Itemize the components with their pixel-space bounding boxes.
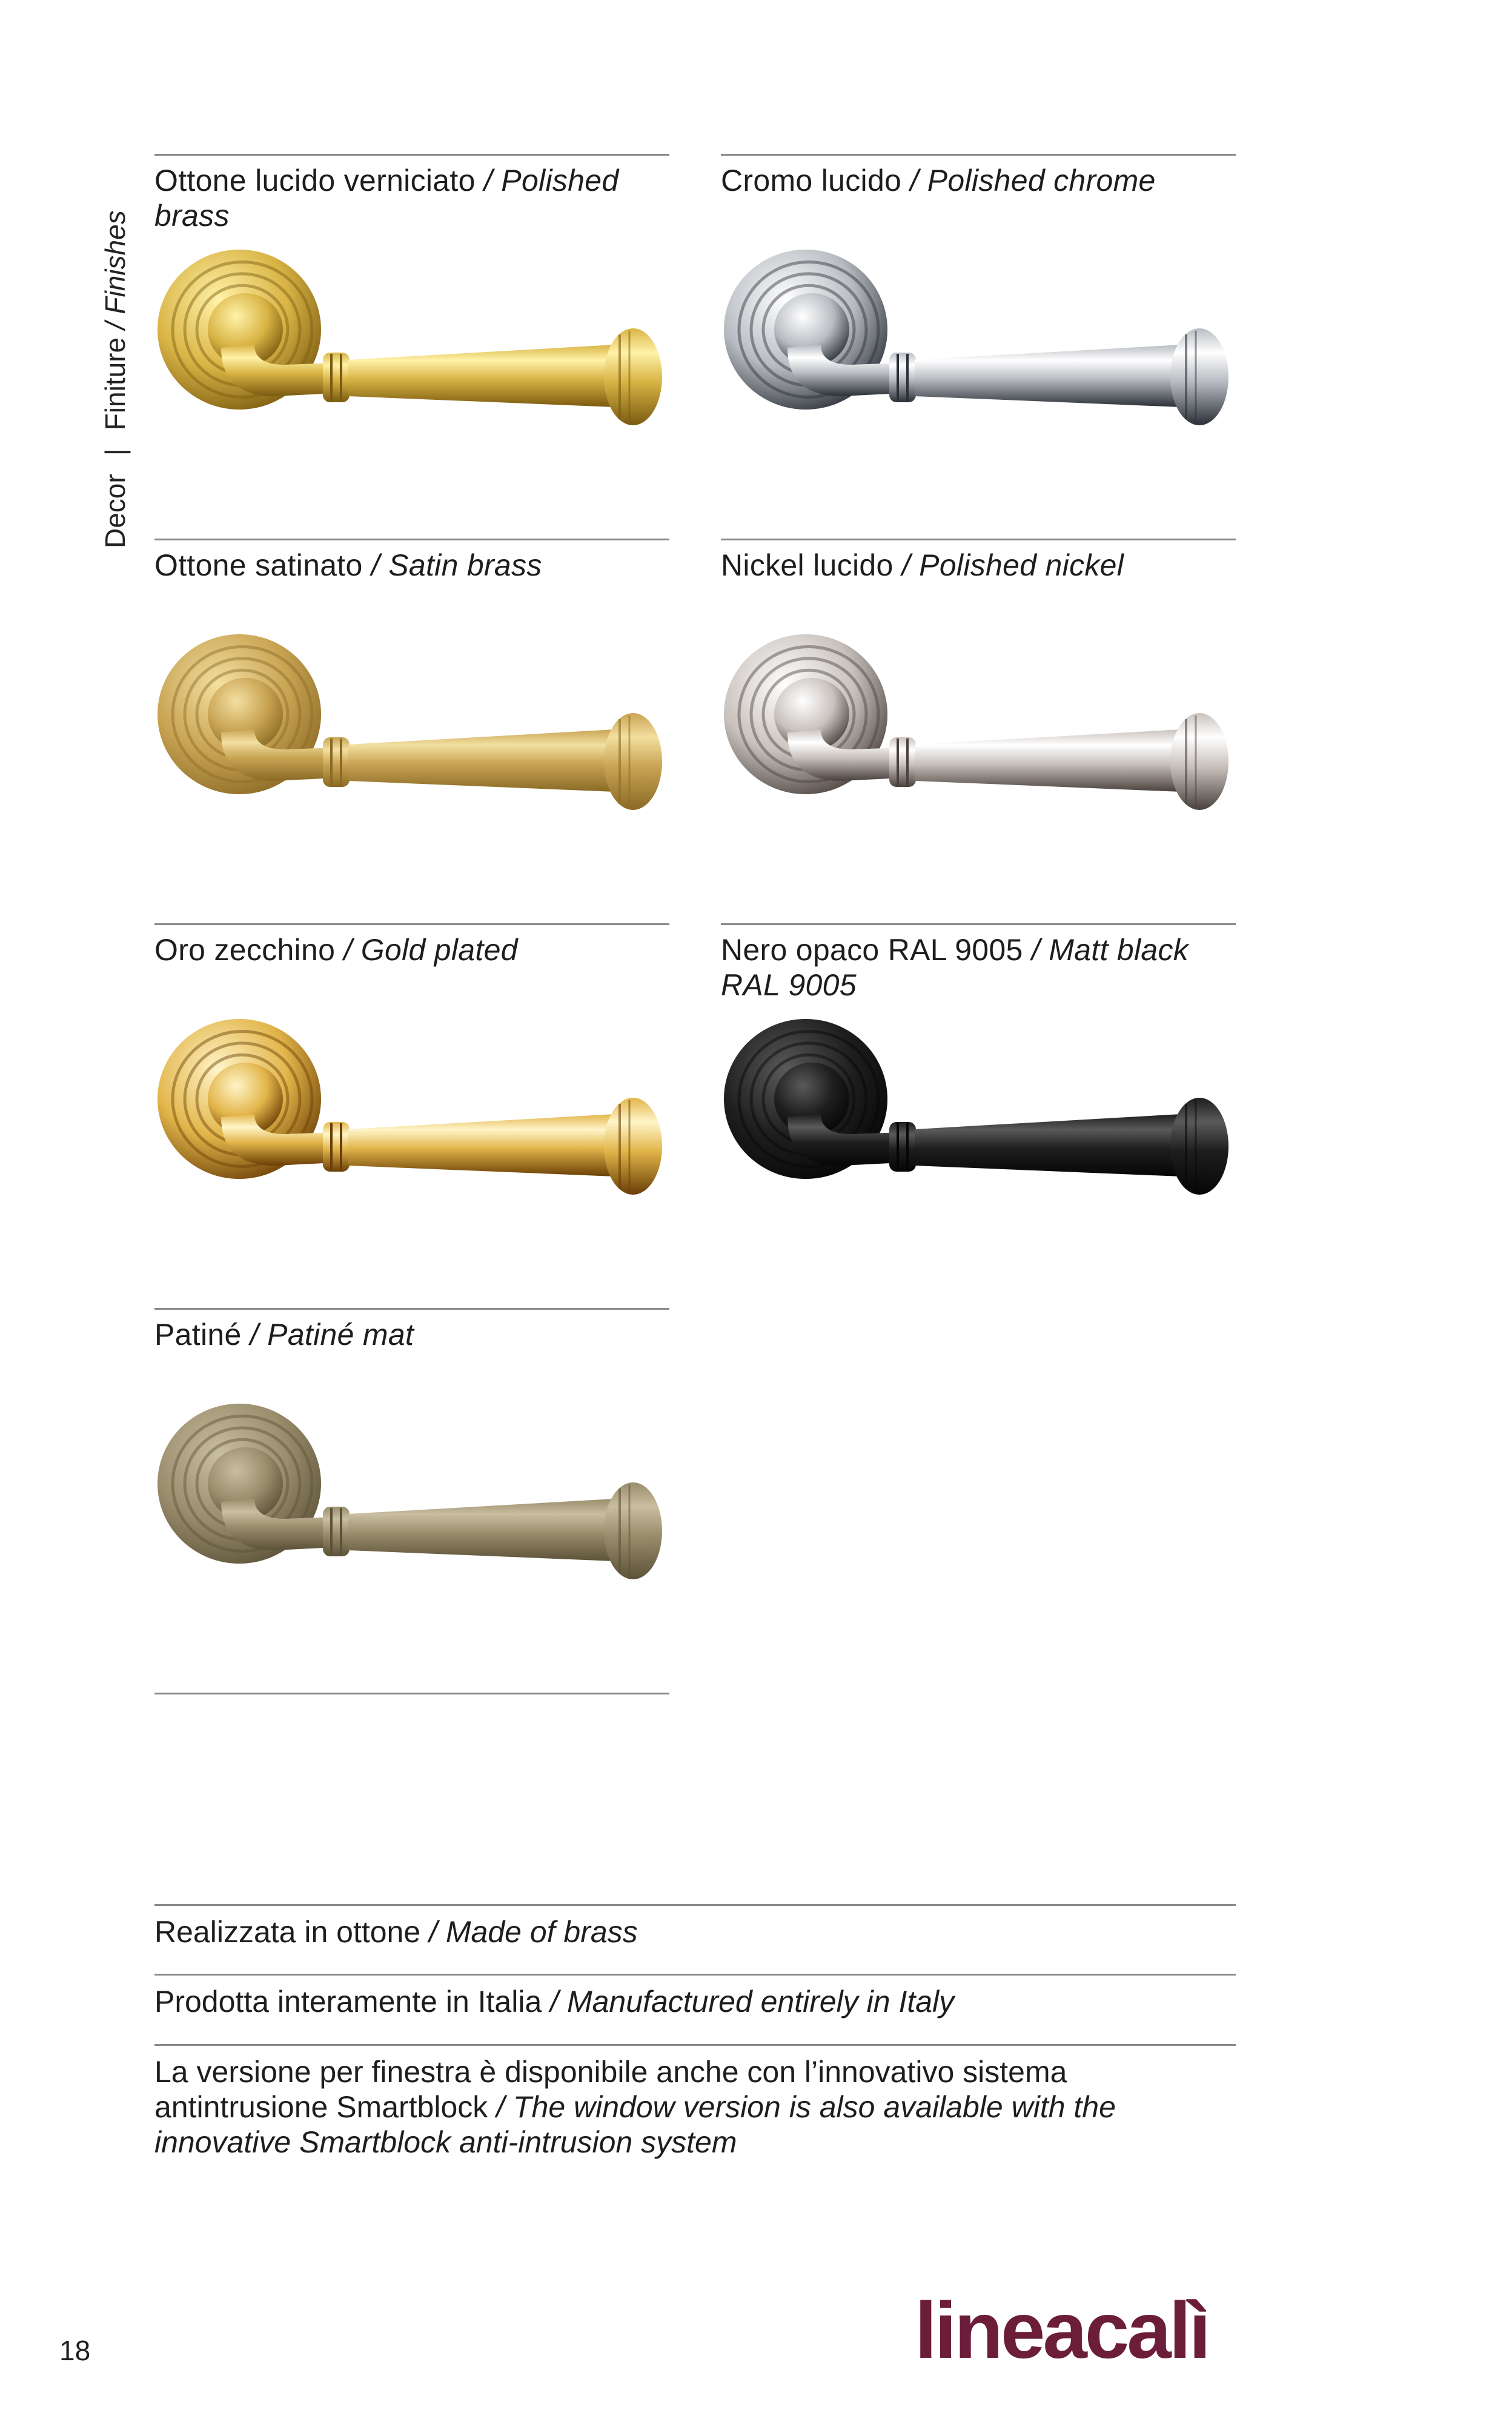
finish-caption [721,163,1236,198]
handle-shape [158,1019,662,1195]
door-handle-image [721,1014,1236,1214]
finish-card-polished-chrome [721,154,1236,198]
handle-collar [323,737,350,787]
note-divider [154,1904,1236,1906]
side-label-separator: | [99,448,131,456]
handle-shape [724,250,1228,425]
handle-lever [348,1499,615,1561]
note-it: Prodotta interamente in Italia [154,1985,542,2019]
finish-caption [154,548,669,583]
side-label-decor: Decor [99,474,131,548]
finish-name-en: / Patiné mat [250,1318,414,1352]
finish-name-en: / Polished nickel [901,548,1124,582]
handle-shape [724,634,1228,810]
note-en: / Made of brass [429,1915,638,1949]
section-side-label [97,124,133,548]
side-label-finishes: / Finishes [99,210,131,330]
handle-end-cap [604,328,662,425]
finish-card-polished-nickel [721,539,1236,583]
card-divider [154,1308,669,1310]
handle-end-cap [604,713,662,810]
handle-end-cap [1170,1098,1228,1195]
handle-lever [348,729,615,792]
finish-caption [721,932,1236,1003]
finish-card-satin-brass [154,539,669,583]
side-label-finiture: Finiture [99,337,131,431]
finish-name-it: Nickel lucido [721,548,894,582]
card-divider [154,539,669,540]
note-divider [154,2044,1236,2046]
finish-card-matt-black [721,923,1236,1003]
handle-shape [724,1019,1228,1195]
handle-collar [889,737,916,787]
finish-caption [721,548,1236,583]
finish-name-en: / Polished brass [154,164,619,233]
handle-lever [915,345,1181,407]
handle-shape [158,634,662,810]
finish-name-it: Ottone satinato [154,548,363,582]
handle-shape [158,1404,662,1579]
note-en: / The window version is also available with the innovative Smartblock anti-intrusion system [154,2090,1116,2159]
handle-collar [323,1122,350,1172]
card-divider [154,154,669,156]
finish-name-it: Ottone lucido verniciato [154,164,476,197]
card-divider [721,923,1236,925]
finish-caption [154,1317,669,1352]
note-divider [154,1974,1236,1976]
handle-collar [323,353,350,402]
handle-end-cap [604,1482,662,1579]
finish-name-it: Oro zecchino [154,933,336,967]
handle-end-cap [1170,328,1228,425]
card-divider [154,923,669,925]
handle-end-cap [604,1098,662,1195]
door-handle-image [721,245,1236,445]
handle-lever [348,345,615,407]
finish-card-gold-plated [154,923,669,967]
finish-name-en: / Satin brass [371,548,542,582]
finish-caption [154,932,669,967]
finish-card-patine-mat [154,1308,669,1352]
handle-collar [323,1507,350,1556]
handle-collar [889,353,916,402]
door-handle-image [721,629,1236,829]
finish-card-polished-brass [154,154,669,233]
finish-name-en: / Gold plated [343,933,518,967]
finish-name-en: / Polished chrome [910,164,1156,197]
grid-end-divider [154,1693,669,1694]
finish-name-it: Patiné [154,1318,242,1352]
handle-lever [348,1114,615,1176]
card-divider [721,539,1236,540]
door-handle-image [154,245,669,445]
card-divider [721,154,1236,156]
handle-shape [158,250,662,425]
note-smartblock [154,2054,1221,2160]
brand-logo-text: lineacalì [915,2286,1209,2375]
door-handle-image [154,629,669,829]
note-en: / Manufactured entirely in Italy [550,1985,955,2019]
handle-lever [915,729,1181,792]
handle-lever [915,1114,1181,1176]
note-it: Realizzata in ottone [154,1915,421,1949]
finish-name-en: / Matt black RAL 9005 [721,933,1189,1002]
handle-collar [889,1122,916,1172]
handle-end-cap [1170,713,1228,810]
door-handle-image [154,1014,669,1214]
page-number: 18 [59,2335,91,2366]
note-it: La versione per finestra è disponibile anche con l’innovativo sistema antintrusione Smartblock [154,2055,1067,2124]
note-origin [154,1984,1233,2019]
finish-name-it: Nero opaco RAL 9005 [721,933,1023,967]
note-material [154,1914,1233,1949]
finish-caption [154,163,669,233]
finish-name-it: Cromo lucido [721,164,902,197]
door-handle-image [154,1399,669,1599]
brand-logo [915,2284,1242,2375]
